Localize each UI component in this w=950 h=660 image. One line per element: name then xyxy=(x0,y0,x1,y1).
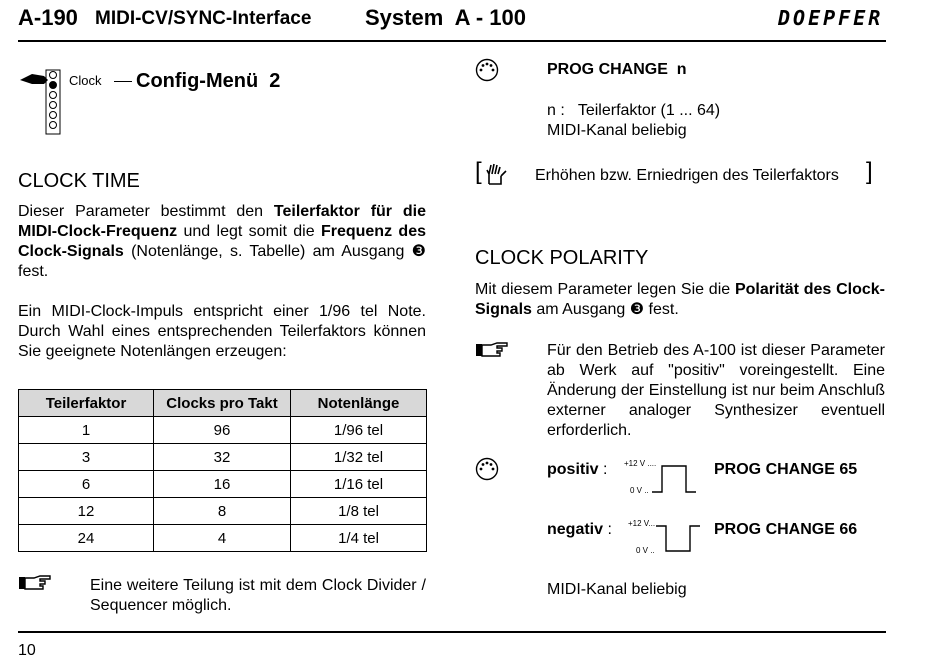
prog-change-channel: MIDI-Kanal beliebig xyxy=(547,122,687,139)
prog-change-adjust: Erhöhen bzw. Erniedrigen des Teilerfaktors xyxy=(535,167,839,184)
midi-socket-icon xyxy=(475,58,499,87)
table-cell: 1/4 tel xyxy=(291,525,427,552)
header-rule xyxy=(18,40,886,42)
clock-table xyxy=(18,389,427,552)
table-cell: 4 xyxy=(154,525,291,552)
table-cell: 12 xyxy=(19,498,154,525)
positive-command: PROG CHANGE 65 xyxy=(714,461,858,478)
table-cell: 1 xyxy=(19,417,154,444)
table-cell: 8 xyxy=(154,498,291,525)
table-header: Notenlänge xyxy=(291,390,427,417)
table-row xyxy=(19,471,427,498)
text-run: Mit diesem Parameter legen Sie die xyxy=(475,281,735,298)
table-cell: 3 xyxy=(19,444,154,471)
table-cell: 1/96 tel xyxy=(291,417,427,444)
midi-socket-icon xyxy=(475,457,499,486)
clock-time-paragraph-1 xyxy=(18,202,426,282)
text-run: (Notenlänge, s. Tabelle) am Ausgang ❸ fest. xyxy=(18,243,426,280)
brand-logo: DOEPFER xyxy=(778,6,884,30)
table-row xyxy=(19,444,427,471)
table-cell: 24 xyxy=(19,525,154,552)
table-cell: 16 xyxy=(154,471,291,498)
clock-polarity-heading: CLOCK POLARITY xyxy=(475,247,649,269)
model-title: A-190 xyxy=(18,5,78,30)
page-number: 10 xyxy=(18,642,36,659)
clock-time-paragraph-2: Ein MIDI-Clock-Impuls entspricht einer 1/96 tel Note. Durch Wahl eines entsprechenden Teilerfaktors können Sie geeignete Notenlängen erzeugen: xyxy=(18,303,426,360)
positive-label: positiv : xyxy=(547,461,608,478)
negative-command: PROG CHANGE 66 xyxy=(714,521,858,538)
clock-time-heading: CLOCK TIME xyxy=(18,170,140,192)
negative-high-voltage: +12 V... xyxy=(628,519,656,528)
table-row xyxy=(19,417,427,444)
negative-label: negativ : xyxy=(547,521,612,538)
bracket-close: ] xyxy=(866,158,873,185)
model-subtitle: MIDI-CV/SYNC-Interface xyxy=(95,8,312,29)
prog-change-n: n : Teilerfaktor (1 ... 64) xyxy=(547,102,721,119)
pointing-hand-icon xyxy=(18,574,52,597)
table-header: Clocks pro Takt xyxy=(154,390,291,417)
clock-polarity-paragraph xyxy=(475,280,885,320)
table-cell: 1/16 tel xyxy=(291,471,427,498)
negative-low-voltage: 0 V .. xyxy=(636,546,655,555)
text-run: Polarität des Clock-Signals xyxy=(475,281,885,318)
negative-pulse-diagram xyxy=(656,520,706,561)
positive-high-voltage: +12 V .... xyxy=(624,459,657,468)
text-run: Frequenz des Clock-Signals xyxy=(18,223,426,260)
divider-note: Eine weitere Teilung ist mit dem Clock Divider / Sequencer möglich. xyxy=(90,577,426,614)
table-row xyxy=(19,525,427,552)
clock-label: Clock xyxy=(69,73,102,88)
table-header: Teilerfaktor xyxy=(19,390,154,417)
text-run: Dieser Parameter bestimmt den xyxy=(18,203,274,220)
config-menu-icon xyxy=(18,60,68,140)
table-cell: 1/32 tel xyxy=(291,444,427,471)
text-run: am Ausgang ❸ fest. xyxy=(531,301,679,318)
prog-change-title: PROG CHANGE n xyxy=(547,61,687,78)
hand-control-icon xyxy=(484,162,510,191)
polarity-note: Für den Betrieb des A-100 ist dieser Parameter ab Werk auf "positiv" voreingestellt. Eine Änderung der Einstellung ist nur beim Anschluß externer analoger Synthesizer eventuell erforderlich. xyxy=(547,342,885,439)
table-cell: 32 xyxy=(154,444,291,471)
table-row xyxy=(19,498,427,525)
config-menu-title: Config-Menü 2 xyxy=(136,70,281,92)
pointing-hand-icon xyxy=(475,341,509,364)
table-cell: 6 xyxy=(19,471,154,498)
table-cell: 96 xyxy=(154,417,291,444)
bracket-open: [ xyxy=(475,158,482,185)
text-run: Teilerfaktor für die MIDI-Clock-Frequenz xyxy=(18,203,426,240)
positive-pulse-diagram xyxy=(652,462,702,503)
polarity-channel: MIDI-Kanal beliebig xyxy=(547,581,687,598)
footer-rule xyxy=(18,631,886,633)
positive-low-voltage: 0 V .. xyxy=(630,486,649,495)
system-title: System A - 100 xyxy=(365,5,527,30)
text-run: und legt somit die xyxy=(177,223,321,240)
table-cell: 1/8 tel xyxy=(291,498,427,525)
dash-divider xyxy=(114,81,132,82)
